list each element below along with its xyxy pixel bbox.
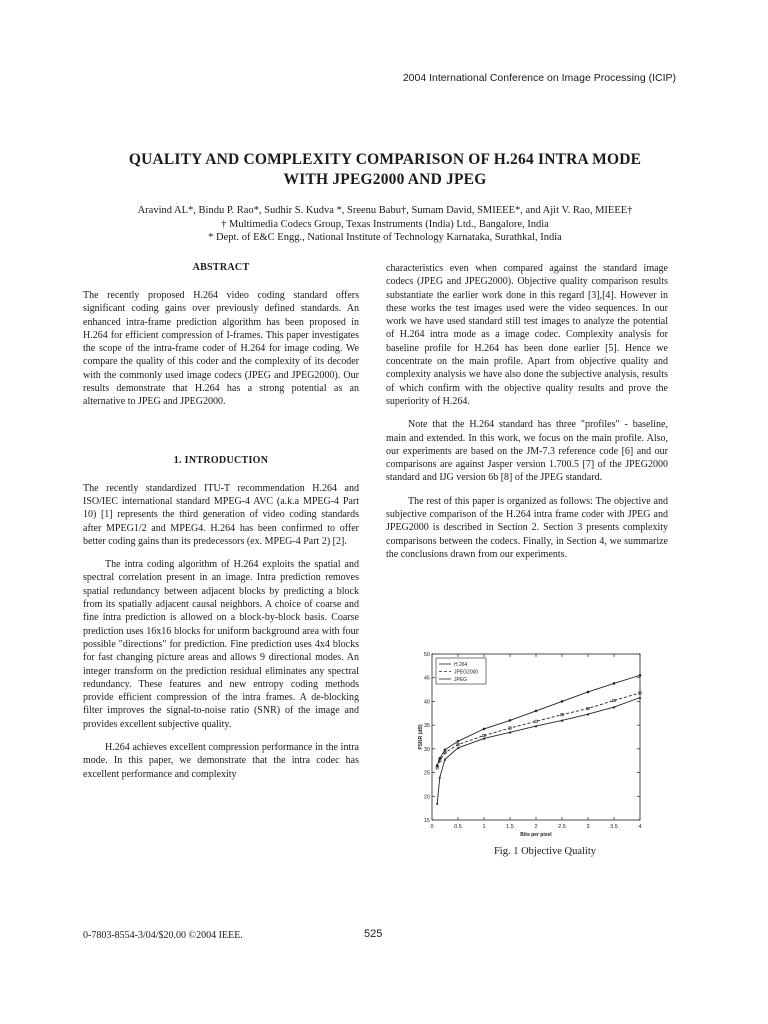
affiliation-nitk: * Dept. of E&C Engg., National Institute of Technology Karnataka, Surathkal, India <box>208 232 562 243</box>
y-tick-label: 45 <box>423 675 430 682</box>
right-paragraph-1: characteristics even when compared against the standard image codecs (JPEG and JPEG2000). Objective quality comparison results substantiate the earlier work done in this regard [3],[4]. However in these works the test images used were the video sequences. In our work we have used standard still test images to analyze the potential of H.264 intra mode as a image codec. Complexity analysis for baseline profile for H.264 has been done earlier [5]. Hence we concentrate on the main profile. Apart from objective quality and complexity analysis we have also done the subjective analysis, results of which confirm with the objective quality results and prove the superiority of H.264. <box>386 263 668 407</box>
conference-header: 2004 International Conference on Image Processing (ICIP) <box>402 72 676 84</box>
x-axis-label: Bits per pixel <box>520 832 552 838</box>
x-tick-label: 2.5 <box>558 824 566 830</box>
right-paragraph-2: Note that the H.264 standard has three "profiles" - baseline, main and extended. In this work, we focus on the main profile. Also, our experiments are based on the JM-7.3 reference code [6] and our comparisons are against Jasper version 1.700.5 [7] of the JPEG2000 standard and IJG version 6b [8] of the JPEG standard. <box>386 419 668 484</box>
page-number: 525 <box>364 928 383 940</box>
data-point <box>483 728 486 731</box>
affiliation-ti: † Multimedia Codecs Group, Texas Instruments (India) Ltd., Bangalore, India <box>221 218 549 230</box>
footer-copyright: 0-7803-8554-3/04/$20.00 ©2004 IEEE. <box>83 930 243 941</box>
x-tick-label: 4 <box>638 824 642 830</box>
author-names: Aravind AL*, Bindu P. Rao*, Sudhir S. Kudva *, Sreenu Babu†, Sumam David, SMIEEE*, and Ajit V. Rao, MIEEE† <box>137 205 633 216</box>
y-tick-label: 20 <box>423 794 430 801</box>
left-column <box>83 262 359 781</box>
data-point <box>613 682 616 685</box>
x-tick-label: 0 <box>430 824 434 830</box>
right-paragraph-3: The rest of this paper is organized as follows: The objective and subjective comparison of the H.264 intra frame coder with JPEG and JPEG2000 is described in Section 2. Section 3 presents complexity comparisons between the codecs. Finally, in Section 4, we summarize the conclusions drawn from our experiments. <box>386 495 668 560</box>
x-tick-label: 3 <box>586 824 590 830</box>
data-point <box>438 776 441 779</box>
data-point <box>561 700 564 703</box>
x-tick-label: 2 <box>534 824 538 830</box>
abstract-text: The recently proposed H.264 video coding standard offers significant coding gains over previously defined standards. An enhanced intra-frame prediction algorithm has been proposed in H.264 for efficient compression of I-frames. This paper investigates the scope of the intra-frame coder of H.264 for image coding. We compare the quality of this coder and the complexity of its decoder with the commonly used image codecs (JPEG and JPEG2000). Our results demonstrate that H.264 has a strong potential as an alternative to JPEG and JPEG2000. <box>83 290 359 408</box>
intro-paragraph-1: The recently standardized ITU-T recommendation H.264 and ISO/IEC international standard MPEG-4 AVC (a.k.a MPEG-4 Part 10) [1] represents the third generation of video coding standards after MPEG1/2 and MPEG4. H.264 has been confirmed to offer better coding gains than its predecessors (ex. MPEG-4 Part 2) [2]. <box>83 482 359 547</box>
author-block <box>60 204 710 245</box>
data-point <box>535 720 537 722</box>
data-point <box>436 802 439 805</box>
legend-label: JPEG2000 <box>454 669 479 676</box>
data-point <box>457 740 460 743</box>
chart-svg <box>418 648 652 844</box>
data-point <box>587 691 590 694</box>
series-line-jpeg2000 <box>437 693 640 768</box>
title-line-2: WITH JPEG2000 AND JPEG <box>283 171 487 188</box>
y-tick-label: 35 <box>423 723 430 730</box>
y-tick-label: 30 <box>423 746 430 753</box>
introduction-heading: 1. INTRODUCTION <box>173 454 269 466</box>
data-point <box>444 749 447 752</box>
figure-caption: Fig. 1 Objective Quality <box>493 846 597 857</box>
legend-label: H.264 <box>454 662 468 668</box>
abstract-heading: ABSTRACT <box>192 262 250 273</box>
y-axis-label: PSNR (dB) <box>418 724 424 750</box>
legend-label: JPEG <box>454 677 468 683</box>
intro-paragraph-3: H.264 achieves excellent compression performance in the intra mode. In this paper, we demonstrate that the intra codec has excellent performance and complexity <box>83 742 359 780</box>
x-tick-label: 0.5 <box>454 824 462 830</box>
title-line-1: QUALITY AND COMPLEXITY COMPARISON OF H.264 INTRA MODE <box>128 151 642 168</box>
paper-title <box>60 150 710 190</box>
psnr-chart <box>418 648 652 844</box>
data-point <box>639 674 642 677</box>
y-tick-label: 50 <box>423 652 430 658</box>
data-point <box>535 710 538 713</box>
right-column <box>386 262 668 561</box>
intro-paragraph-2: The intra coding algorithm of H.264 exploits the spatial and spectral correlation present in an image. Intra prediction removes spatial redundancy between adjacent blocks by predicting a block from its spatially adjacent causal neighbors. A choice of coarse and fine intra prediction is allowed on a block-by-block basis. Coarse prediction uses 16x16 blocks for uniform background area with four possible "directions" for prediction. Fine prediction uses 4x4 blocks for fast changing picture areas and allows 9 directional modes. An integer transform on the prediction residual eliminates any spectral redundancy. These features and new entropy coding methods provide efficient compression of the intra frames. A de-blocking filter improves the signal-to-noise ratio (SNR) of the image and provides excellent subjective quality. <box>83 559 359 730</box>
y-tick-label: 25 <box>423 770 430 777</box>
x-tick-label: 1.5 <box>506 824 514 830</box>
y-tick-label: 15 <box>423 818 430 824</box>
x-tick-label: 1 <box>482 824 486 830</box>
y-tick-label: 40 <box>423 699 430 706</box>
series-line-jpeg <box>437 698 640 804</box>
x-tick-label: 3.5 <box>610 824 618 830</box>
data-point <box>509 719 512 722</box>
